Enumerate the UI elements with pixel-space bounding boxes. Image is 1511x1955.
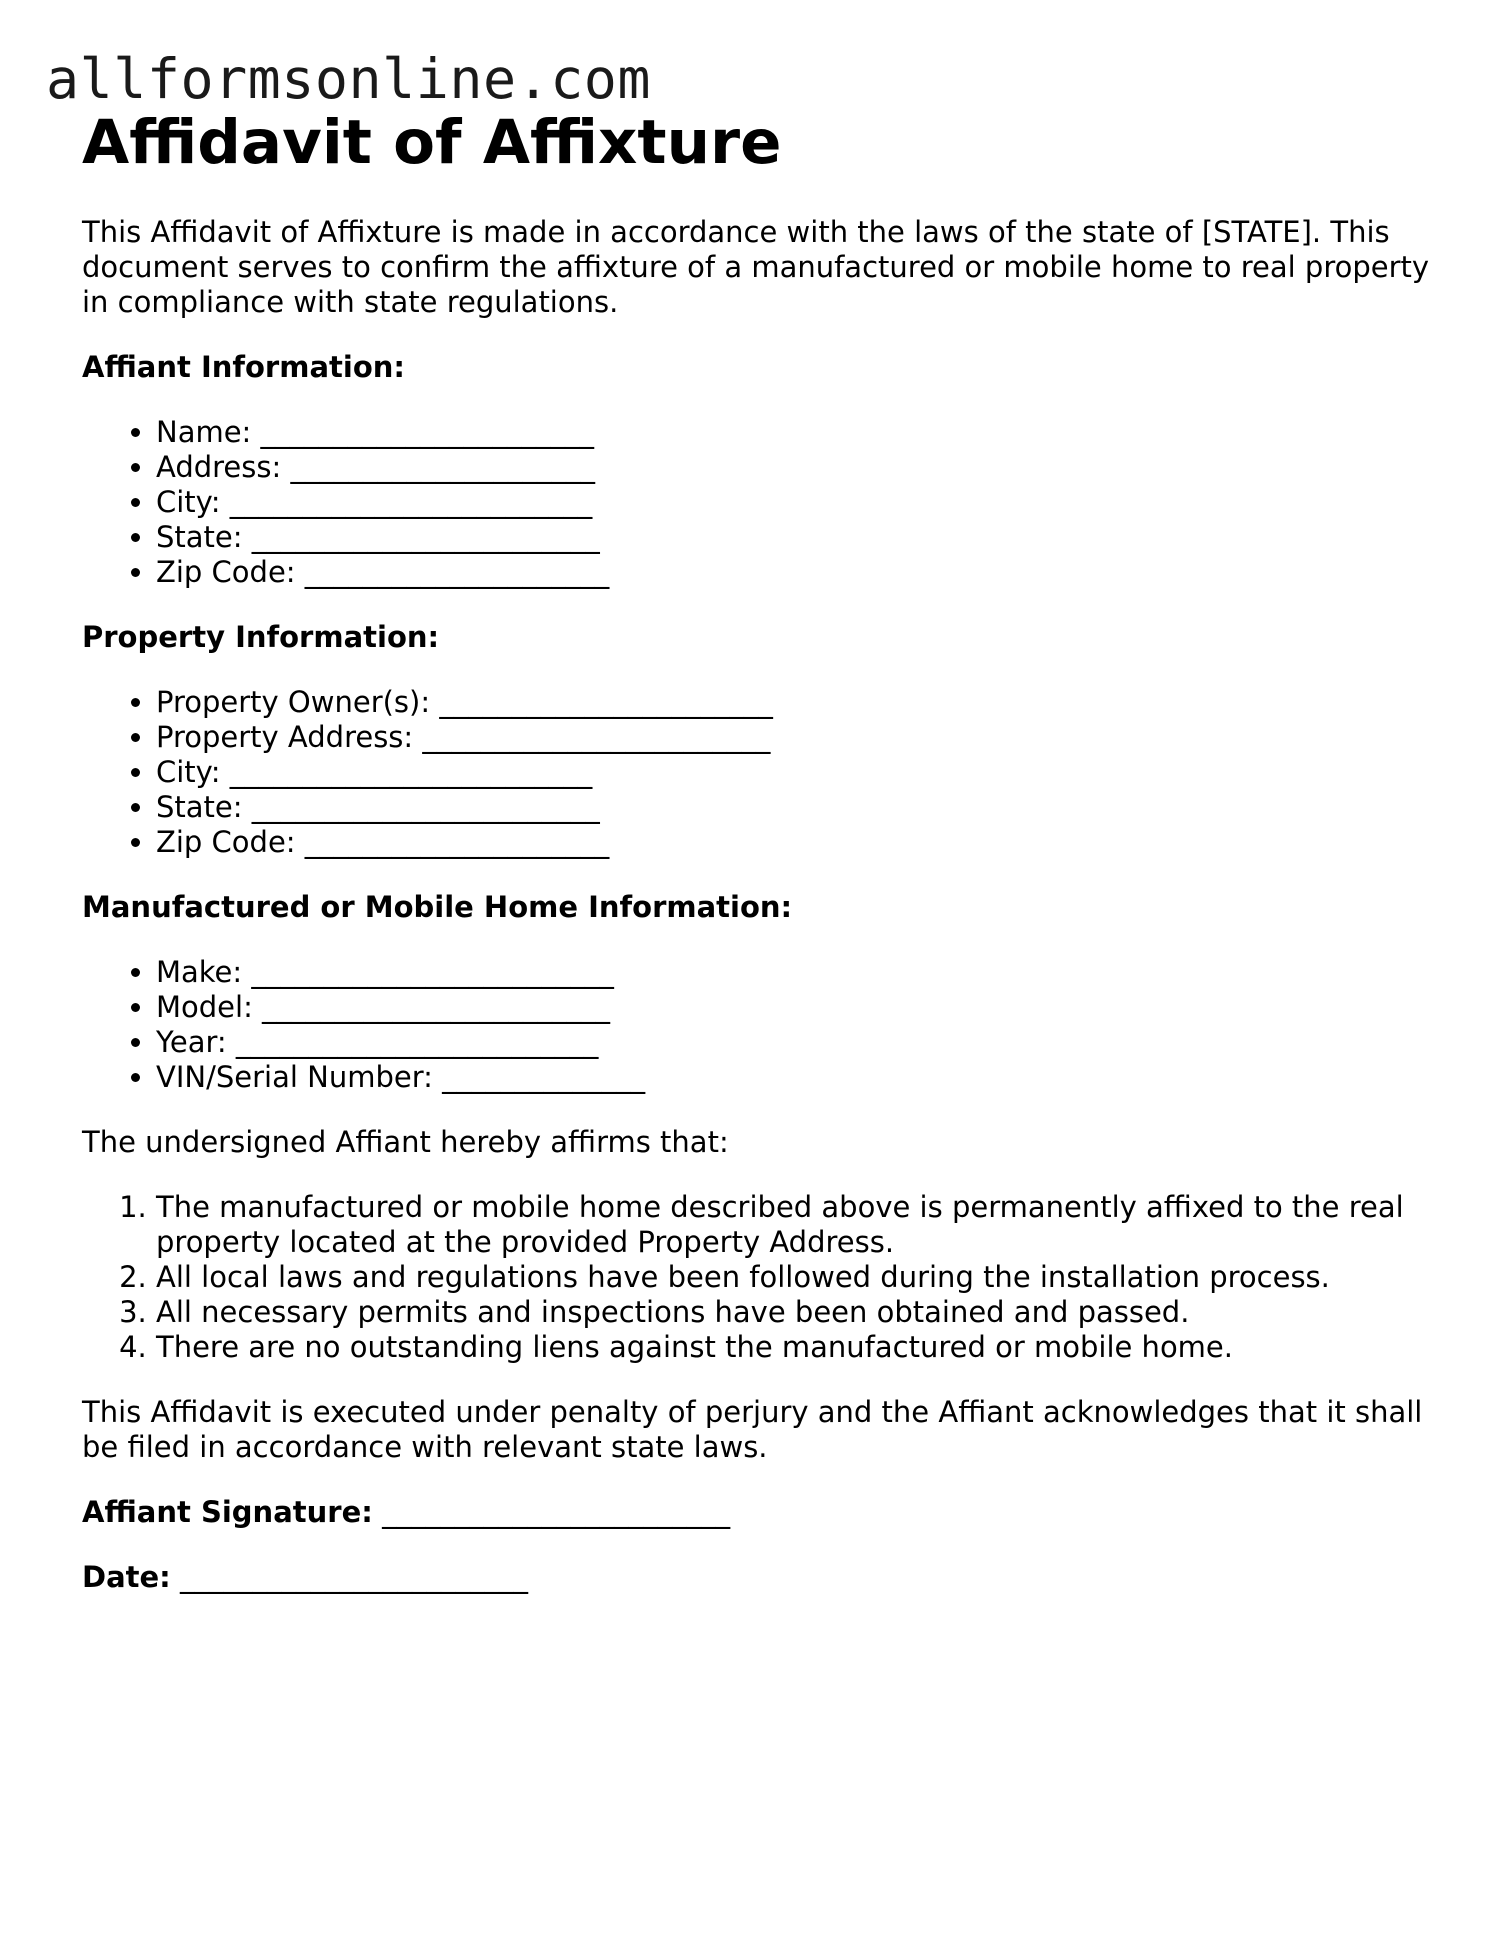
affiant-address-field: • Address: _____________________ <box>156 450 1432 485</box>
affiant-info-fields <box>82 415 1432 590</box>
property-city-field: • City: _________________________ <box>156 755 1432 790</box>
property-info-fields <box>82 685 1432 860</box>
document-body <box>82 105 1432 1595</box>
property-state-field: • State: ________________________ <box>156 790 1432 825</box>
signature-line <box>82 1495 1432 1530</box>
home-make-field: • Make: _________________________ <box>156 955 1432 990</box>
home-year-field: • Year: _________________________ <box>156 1025 1432 1060</box>
property-address-field: • Property Address: ________________________ <box>156 720 1432 755</box>
affirmation-intro: The undersigned Affiant hereby affirms that: <box>82 1125 729 1159</box>
intro-paragraph: This Affidavit of Affixture is made in accordance with the laws of the state of [STATE]. This document serves to confirm the affixture of a manufactured or mobile home to real property in compliance with state regulations. <box>82 215 1430 319</box>
property-zip-field: • Zip Code: _____________________ <box>156 825 1432 860</box>
affiant-info-heading: Affiant Information: <box>82 350 405 384</box>
date-label: Date: <box>82 1560 171 1594</box>
date-line <box>82 1560 1432 1595</box>
affirmation-item: 3. All necessary permits and inspections have been obtained and passed. <box>156 1295 1432 1330</box>
affiant-state-field: • State: ________________________ <box>156 520 1432 555</box>
home-info-heading: Manufactured or Mobile Home Information: <box>82 890 793 924</box>
affiant-city-field: • City: _________________________ <box>156 485 1432 520</box>
home-info-fields <box>82 955 1432 1095</box>
affirmation-item: 4. There are no outstanding liens against the manufactured or mobile home. <box>156 1330 1432 1365</box>
affirmation-item: 1. The manufactured or mobile home described above is permanently affixed to the real property located at the provided Property Address. <box>156 1190 1432 1260</box>
date-blank: ________________________ <box>180 1560 528 1594</box>
home-vin-field: • VIN/Serial Number: ______________ <box>156 1060 1432 1095</box>
document-title: Affidavit of Affixture <box>82 107 782 178</box>
affirmation-item: 2. All local laws and regulations have been followed during the installation process. <box>156 1260 1432 1295</box>
watermark: allformsonline.com <box>46 47 652 111</box>
signature-label: Affiant Signature: <box>82 1495 373 1529</box>
affiant-name-field: • Name: _______________________ <box>156 415 1432 450</box>
affiant-zip-field: • Zip Code: _____________________ <box>156 555 1432 590</box>
property-owner-field: • Property Owner(s): _______________________ <box>156 685 1432 720</box>
property-info-heading: Property Information: <box>82 620 440 654</box>
affirmations-list <box>82 1190 1432 1365</box>
closing-paragraph: This Affidavit is executed under penalty of perjury and the Affiant acknowledges that it shall be filed in accordance with relevant state laws. <box>82 1395 1423 1464</box>
home-model-field: • Model: ________________________ <box>156 990 1432 1025</box>
signature-blank: ________________________ <box>382 1495 731 1529</box>
